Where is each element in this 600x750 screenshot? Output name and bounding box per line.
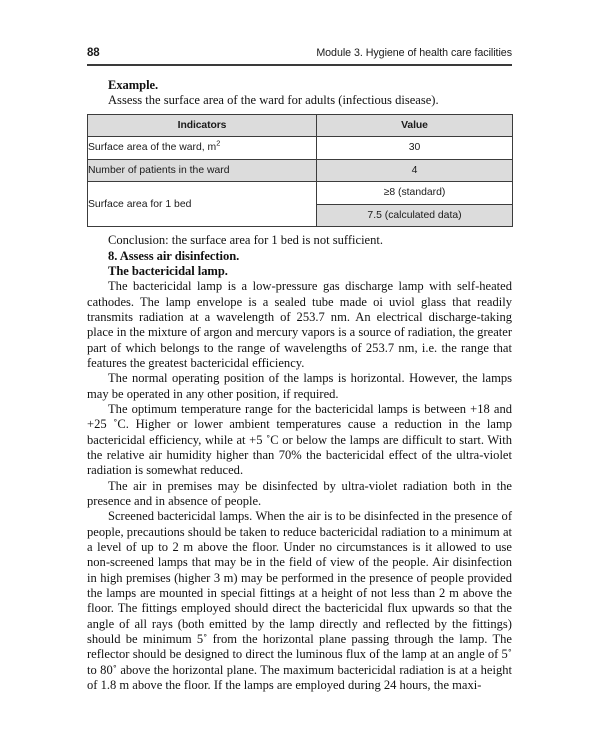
header-rule — [87, 64, 512, 66]
table-header-row — [88, 114, 513, 137]
table-cell-label-superscript: 2 — [216, 138, 221, 148]
table-row — [88, 159, 513, 182]
table-cell-label: Number of patients in the ward — [88, 159, 317, 182]
table-cell-value: 30 — [317, 137, 513, 160]
table-cell-value: 7.5 (calculated data) — [317, 204, 513, 227]
example-heading: Example. — [108, 78, 159, 92]
paragraph-2: The normal operating position of the lamps is horizontal. However, the lamps may be operated in any other position, if required. — [87, 371, 512, 401]
table-cell-value: 4 — [317, 159, 513, 182]
paragraph-3: The optimum temperature range for the bactericidal lamps is between +18 and +25 ˚C. Higher or lower ambient temperatures cause a reduction in the lamp bactericidal efficiency, while at +5 ˚C or below the lamps are difficult to start. With the relative air humidity higher than 70% the bactericidal effect of the ultra-violet radiation is somewhat reduced. — [87, 401, 512, 478]
page-number: 88 — [87, 47, 100, 59]
running-head-title: Module 3. Hygiene of health care facilities — [316, 47, 512, 59]
table-header-value: Value — [317, 114, 513, 137]
assessment-table — [87, 114, 513, 228]
conclusion-line: Conclusion: the surface area for 1 bed is not sufficient. — [108, 233, 384, 248]
assessment-table-wrapper — [87, 114, 512, 228]
paragraph-1: The bactericidal lamp is a low-pressure gas discharge lamp with self-heated cathodes. The lamp envelope is a sealed tube made oi uviol glass that readily transmits radiation at a wavelength of 253.7 nm. An electrical discharge-taking place in the mixture of argon and mercury vapors is a source of radiation, the greater part of which belongs to the range of wavelengths of 253.7 nm, i.e. the range that features the greatest bactericidal efficiency. — [87, 279, 512, 370]
paragraph-5: Screened bactericidal lamps. When the air is to be disinfected in the presence of people, precautions should be taken to reduce bactericidal radiation to a minimum at a level of up to 2 m above the floor. Under no circumstances is it allowed to use non-screened lamps that may be in the field of view of the people. Air disinfection in high premises (higher 3 m) may be performed in the presence of people provided the lamps are mounted in special fittings at a height of not less than 2 m above the floor. The fittings employed should direct the bactericidal flux upwards so that the angle of all rays (both emitted by the lamp directly and reflected by the fittings) should be minimum 5˚ from the horizontal plane passing through the lamp. The reflector should be designed to direct the luminous flux of the lamp at an angle of 5˚ to 80˚ above the horizontal plane. The maximum bactericidal radiation is at a height of 1.8 m above the floor. If the lamps are employed during 24 hours, the maxi- — [87, 509, 512, 693]
table-header-indicators: Indicators — [88, 114, 317, 137]
subsection-heading-lamp: The bactericidal lamp. — [108, 263, 228, 278]
example-intro: Assess the surface area of the ward for adults (infectious disease). — [108, 93, 439, 108]
table-cell-label: Surface area for 1 bed — [88, 182, 317, 227]
table-cell-label — [88, 137, 317, 160]
body-text-block — [87, 78, 512, 694]
table-row — [88, 182, 513, 205]
table-row — [88, 137, 513, 160]
table-cell-label-text: Surface area of the ward, m — [88, 142, 217, 154]
paragraph-4: The air in premises may be disinfected by ultra-violet radiation both in the presence and in absence of people. — [87, 478, 512, 509]
table-cell-value: ≥8 (standard) — [317, 182, 513, 205]
section-heading-8: 8. Assess air disinfection. — [108, 248, 240, 263]
running-head — [87, 47, 512, 59]
